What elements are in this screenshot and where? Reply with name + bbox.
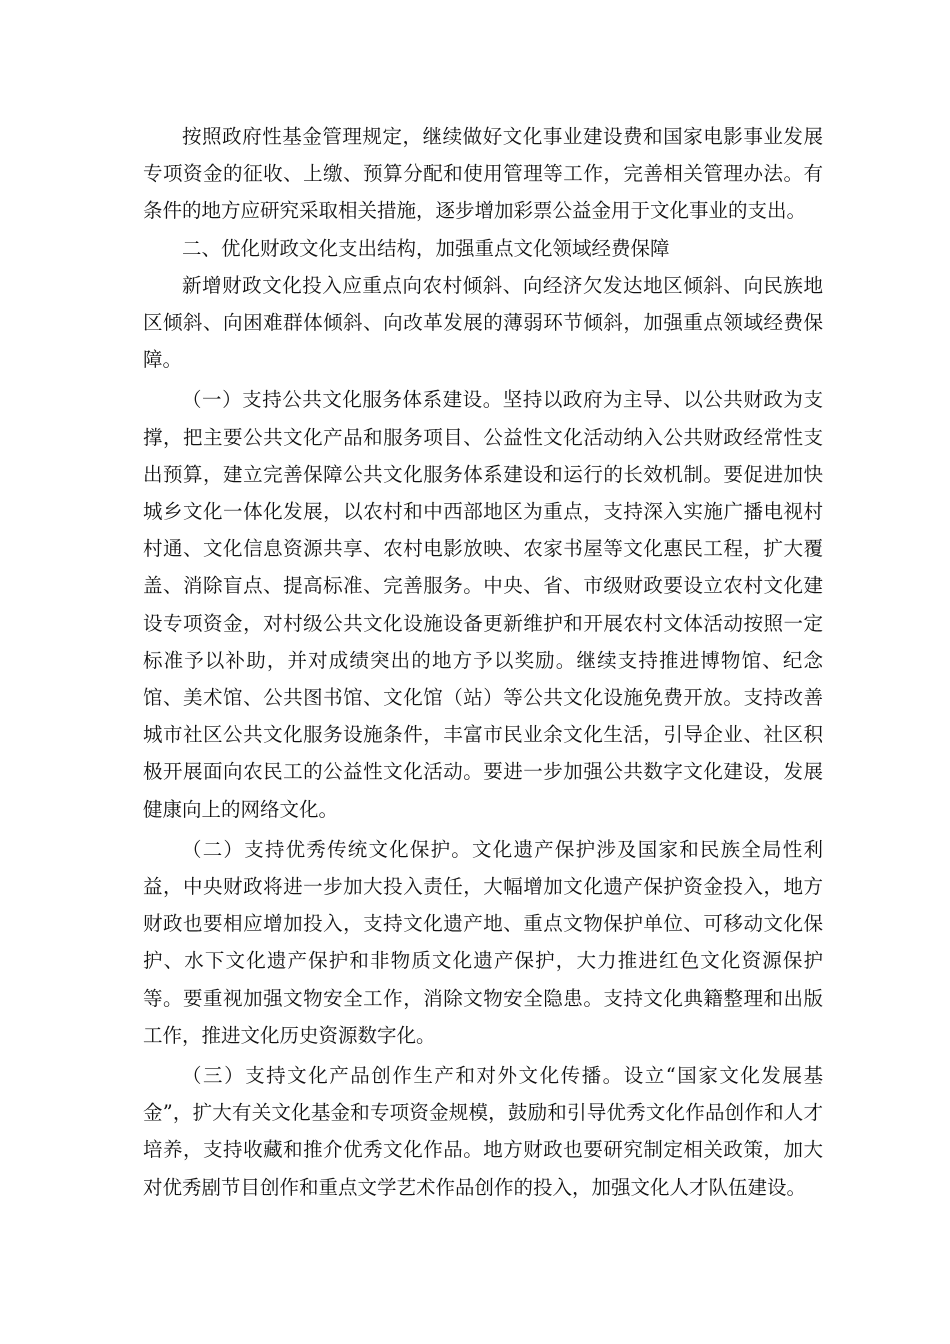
document-page [143,118,823,1206]
section-heading-two: 二、优化财政文化支出结构，加强重点文化领域经费保障 [182,236,670,260]
paragraph-fund-management: 按照政府性基金管理规定，继续做好文化事业建设费和国家电影事业发展专项资金的征收、上缴、预算分配和使用管理等工作，完善相关管理办法。有条件的地方应研究采取相关措施，逐步增加彩票公益金用于文化事业的支出。 [143,125,823,223]
paragraph-new-investment: 新增财政文化投入应重点向农村倾斜、向经济欠发达地区倾斜、向民族地区倾斜、向困难群体倾斜、向改革发展的薄弱环节倾斜，加强重点领域经费保障。 [143,273,823,372]
paragraph-traditional-culture-protection: （二）支持优秀传统文化保护。文化遗产保护涉及国家和民族全局性利益，中央财政将进一步加大投入责任，大幅增加文化遗产保护资金投入，地方财政也要相应增加投入，支持文化遗产地、重点文物保护单位、可移动文化保护、水下文化遗产保护和非物质文化遗产保护，大力推进红色文化资源保护等。要重视加强文物安全工作，消除文物安全隐患。支持文化典籍整理和出版工作，推进文化历史资源数字化。 [143,837,823,1047]
paragraph-cultural-product-creation: （三）支持文化产品创作生产和对外文化传播。设立“国家文化发展基金”，扩大有关文化基金和专项资金规模，鼓励和引导优秀文化作品创作和人才培养，支持收藏和推介优秀文化作品。地方财政也要研究制定相关政策，加大对优秀剧节目创作和重点文学艺术作品创作的投入，加强文化人才队伍建设。 [143,1064,823,1199]
paragraph-public-culture-service: （一）支持公共文化服务体系建设。坚持以政府为主导、以公共财政为支撑，把主要公共文化产品和服务项目、公益性文化活动纳入公共财政经常性支出预算，建立完善保障公共文化服务体系建设和运行的长效机制。要促进加快城乡文化一体化发展，以农村和中西部地区为重点，支持深入实施广播电视村村通、文化信息资源共享、农村电影放映、农家书屋等文化惠民工程，扩大覆盖、消除盲点、提高标准、完善服务。中央、省、市级财政要设立农村文化建设专项资金，对村级公共文化设施设备更新维护和开展农村文体活动按照一定标准予以补助，并对成绩突出的地方予以奖励。继续支持推进博物馆、纪念馆、美术馆、公共图书馆、文化馆（站）等公共文化设施免费开放。支持改善城市社区公共文化服务设施条件，丰富市民业余文化生活，引导企业、社区积极开展面向农民工的公益性文化活动。要进一步加强公共数字文化建设，发展健康向上的网络文化。 [143,388,823,821]
